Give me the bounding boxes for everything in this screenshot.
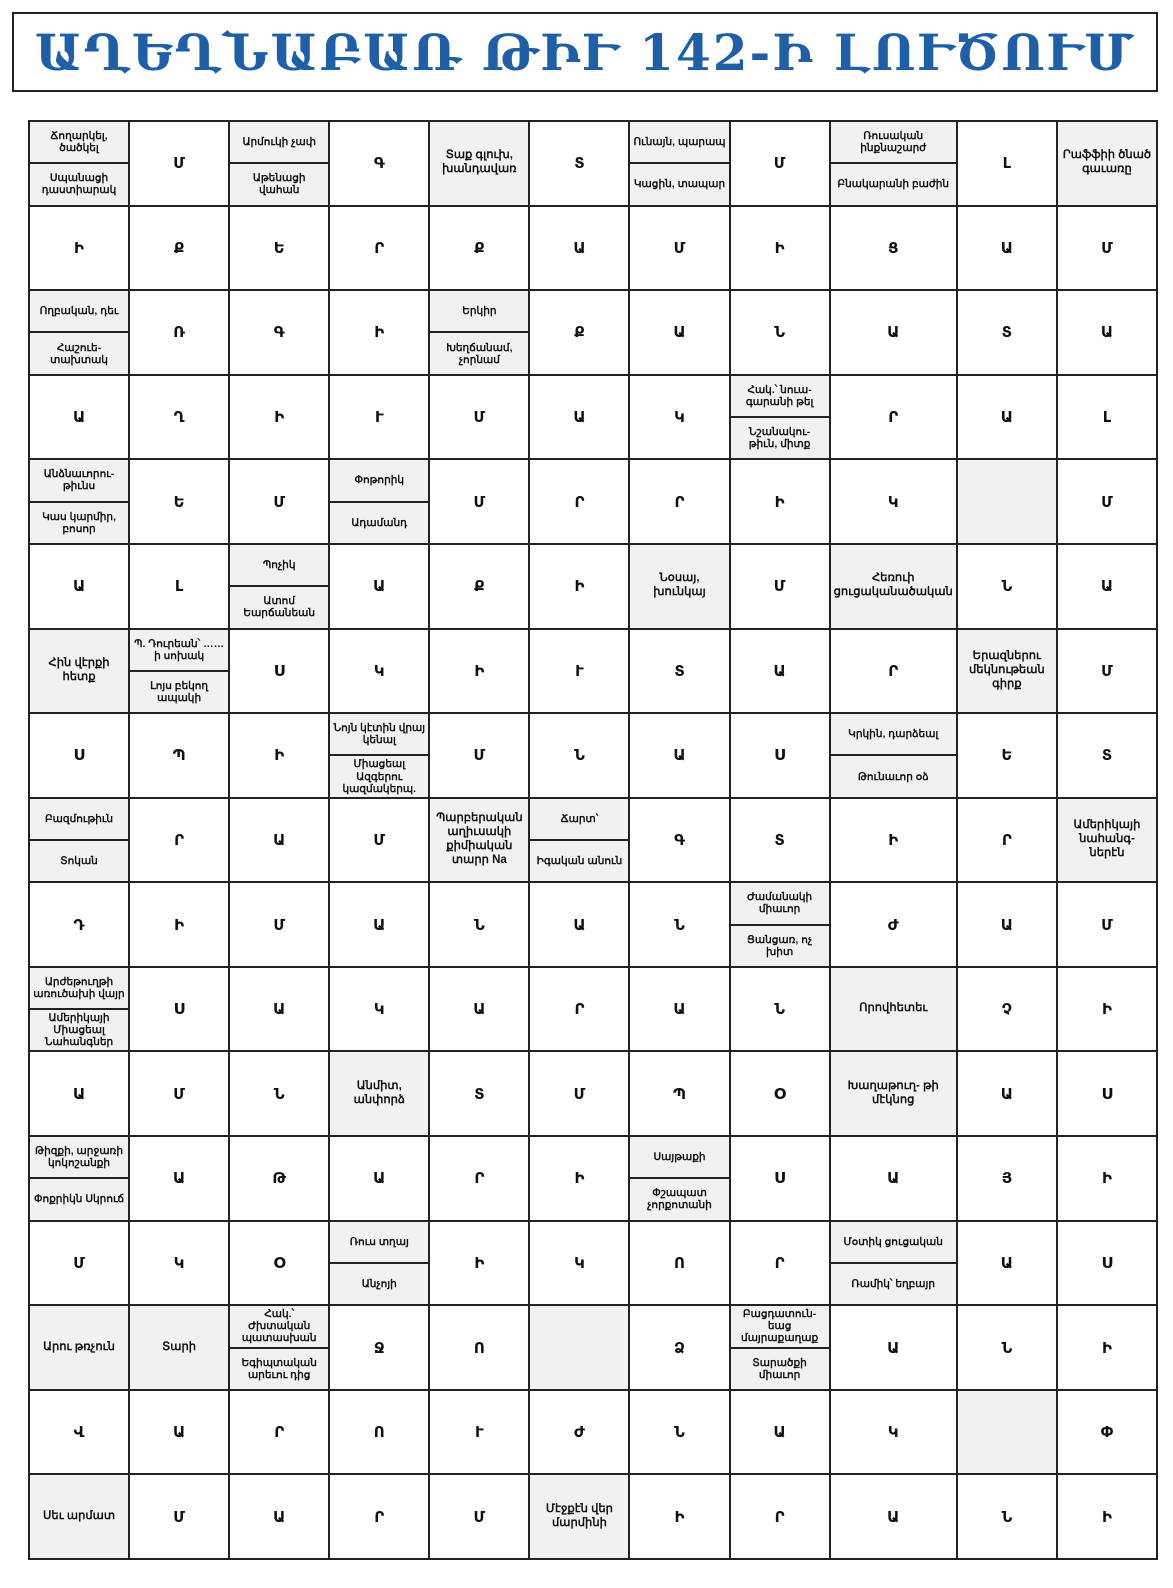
letter-cell[interactable]: Ն (230, 1052, 330, 1137)
clue-text: Ճողարկել, ծածկել (50, 130, 108, 155)
clue-text: Տոկան (30, 839, 128, 881)
letter-cell[interactable]: Ա (230, 968, 330, 1053)
clue-text: Կացին, տապար (630, 162, 728, 204)
letter-cell[interactable]: Ն (731, 291, 831, 376)
letter-cell[interactable]: Կ (130, 1222, 230, 1307)
letter-cell[interactable]: Ս (30, 714, 130, 799)
letter-cell[interactable]: Տ (958, 291, 1058, 376)
letter-cell[interactable]: Ա (130, 1137, 230, 1222)
letter-cell[interactable]: Գ (230, 291, 330, 376)
letter-cell[interactable]: Ր (430, 1137, 530, 1222)
letter-cell[interactable]: Լ (1058, 376, 1158, 461)
clue-text: Հակ.՝ Ժխտական պատասխան (241, 1308, 317, 1345)
split-clue-cell (731, 376, 831, 461)
letter-cell[interactable]: Լ (958, 122, 1058, 207)
letter-cell[interactable]: Մ (530, 1052, 630, 1137)
letter-cell[interactable]: Ի (430, 1222, 530, 1307)
split-clue-cell (330, 714, 430, 799)
letter-cell[interactable]: Մ (1058, 883, 1158, 968)
clue-text: Միացեալ Ազգերու կազմակերպ. (330, 754, 428, 796)
clue-text: Ժամանակի միաւոր (746, 891, 813, 916)
letter-cell[interactable]: Մ (430, 376, 530, 461)
letter-cell[interactable]: Ի (1058, 1137, 1158, 1222)
letter-cell[interactable]: Ա (630, 291, 730, 376)
letter-cell[interactable]: Պ (630, 1052, 730, 1137)
split-clue-cell (30, 799, 130, 884)
letter-cell[interactable]: Ա (230, 799, 330, 884)
letter-cell[interactable]: Գ (330, 122, 430, 207)
letter-cell[interactable]: Ս (1058, 1222, 1158, 1307)
split-clue-cell (330, 1222, 430, 1307)
clue-text: Բացդատուն- եաց մայրաքաղաք (741, 1308, 819, 1345)
clue-text: Բազմութիւն (45, 812, 114, 825)
clue-text: Նշանակու- թիւն, միտք (731, 416, 829, 458)
letter-cell[interactable]: Չ (958, 968, 1058, 1053)
split-clue-cell (831, 1222, 958, 1307)
letter-cell[interactable]: Ր (130, 799, 230, 884)
clue-text: Կաս կարմիր, բոսոր (30, 501, 128, 543)
letter-cell[interactable]: Ր (330, 207, 430, 292)
split-clue-cell (330, 460, 430, 545)
blocked-cell (958, 460, 1058, 545)
split-clue-cell (731, 883, 831, 968)
letter-cell[interactable]: Տ (430, 1052, 530, 1137)
letter-cell[interactable]: Մ (430, 714, 530, 799)
letter-cell[interactable]: Ք (430, 207, 530, 292)
letter-cell[interactable]: Ի (731, 460, 831, 545)
clue-text: Թունաւոր օձ (831, 754, 956, 796)
letter-cell[interactable]: Ա (30, 1052, 130, 1137)
clue-text: Արմուկի չափ (242, 136, 316, 149)
clue-cell: Երազներու մեկնութեան գիրք (958, 630, 1058, 715)
clue-text: Պ. Դուրեան՝ ……ի սոխակ (134, 637, 225, 662)
clue-text: Անչոյի (330, 1262, 428, 1304)
letter-cell[interactable]: Ա (958, 376, 1058, 461)
letter-cell[interactable]: Ղ (130, 376, 230, 461)
clue-text: Պոչիկ (262, 559, 296, 572)
split-clue-cell (530, 799, 630, 884)
split-clue-cell (731, 1306, 831, 1391)
letter-cell[interactable]: Ն (430, 883, 530, 968)
letter-cell[interactable]: Օ (731, 1052, 831, 1137)
letter-cell[interactable]: Ա (530, 883, 630, 968)
letter-cell[interactable]: Ի (530, 1137, 630, 1222)
split-clue-cell (430, 291, 530, 376)
clue-cell: Անմիտ, անփորձ (330, 1052, 430, 1137)
letter-cell[interactable]: Ա (230, 1475, 330, 1560)
letter-cell[interactable]: Տ (530, 122, 630, 207)
letter-cell[interactable]: Ա (530, 207, 630, 292)
letter-cell[interactable]: Ա (831, 1306, 958, 1391)
letter-cell[interactable]: Ր (958, 799, 1058, 884)
letter-cell[interactable]: Ի (230, 714, 330, 799)
clue-text: Ցանցառ, ոչ խիտ (731, 924, 829, 966)
letter-cell[interactable]: Ի (831, 799, 958, 884)
letter-cell[interactable]: Ի (1058, 1475, 1158, 1560)
letter-cell[interactable]: Ի (30, 207, 130, 292)
blocked-cell (530, 1306, 630, 1391)
letter-cell[interactable]: Մ (130, 1475, 230, 1560)
split-clue-cell (831, 714, 958, 799)
clue-cell: Մէջքէն վեր մարմինի (530, 1475, 630, 1560)
letter-cell[interactable]: Ա (731, 1391, 831, 1476)
clue-text: Ադամանդ (330, 501, 428, 543)
letter-cell[interactable]: Ժ (530, 1391, 630, 1476)
letter-cell[interactable]: Ա (530, 376, 630, 461)
clue-text: Արժեթուղթի առուծախի վայր (33, 975, 125, 1001)
letter-cell[interactable]: Ա (330, 883, 430, 968)
clue-text: Փոթորիկ (354, 474, 405, 487)
letter-cell[interactable]: Ն (958, 1475, 1058, 1560)
letter-cell[interactable]: Ր (330, 1475, 430, 1560)
clue-cell: Խաղաթուղ- թի մէկնոց (831, 1052, 958, 1137)
page-title: ԱՂԵՂՆԱԲԱՌ ԹԻՒ 142-Ի ԼՈՒԾՈՒՄ (34, 22, 1136, 82)
letter-cell[interactable]: Մ (230, 460, 330, 545)
clue-text: Խեղճանամ, չորնամ (430, 331, 528, 373)
letter-cell[interactable]: Ր (530, 460, 630, 545)
letter-cell[interactable]: Ն (530, 714, 630, 799)
letter-cell[interactable]: Ա (30, 376, 130, 461)
letter-cell[interactable]: Ո (330, 1391, 430, 1476)
letter-cell[interactable]: Ւ (530, 630, 630, 715)
letter-cell[interactable]: Ի (1058, 1306, 1158, 1391)
clue-text: Սպանացի դաստիարակ (30, 162, 128, 204)
clue-cell: Տարի (130, 1306, 230, 1391)
letter-cell[interactable]: Ա (958, 1222, 1058, 1307)
letter-cell[interactable]: Ն (731, 968, 831, 1053)
letter-cell[interactable]: Գ (630, 799, 730, 884)
letter-cell[interactable]: Ք (530, 291, 630, 376)
letter-cell[interactable]: Օ (230, 1222, 330, 1307)
clue-cell: Րաֆֆիի ծնած գաւառը (1058, 122, 1158, 207)
clue-text: Փշապատ չորքոտանի (630, 1177, 728, 1219)
blocked-cell (958, 1391, 1058, 1476)
letter-cell[interactable]: Ա (958, 1052, 1058, 1137)
letter-cell[interactable]: Ո (630, 1222, 730, 1307)
clue-text: Աթենացի վահան (230, 162, 328, 204)
split-clue-cell (30, 460, 130, 545)
letter-cell[interactable]: Ե (130, 460, 230, 545)
letter-cell[interactable]: Ի (731, 207, 831, 292)
crossword-grid (28, 120, 1158, 1560)
letter-cell[interactable]: Ա (958, 883, 1058, 968)
clue-text: Հաշուե- տախտակ (30, 331, 128, 373)
letter-cell[interactable]: Ա (1058, 291, 1158, 376)
clue-cell: Տաք գլուխ, խանդավառ (430, 122, 530, 207)
letter-cell[interactable]: Ր (530, 968, 630, 1053)
letter-cell[interactable]: Ս (230, 630, 330, 715)
letter-cell[interactable]: Կ (530, 1222, 630, 1307)
letter-cell[interactable]: Մ (130, 1052, 230, 1137)
split-clue-cell (30, 968, 130, 1053)
letter-cell[interactable]: Ր (831, 376, 958, 461)
clue-text: Կրկին, դարձեալ (848, 728, 939, 741)
letter-cell[interactable]: Վ (30, 1391, 130, 1476)
letter-cell[interactable]: Ն (958, 545, 1058, 630)
letter-cell[interactable]: Կ (831, 1391, 958, 1476)
letter-cell[interactable]: Թ (230, 1137, 330, 1222)
letter-cell[interactable]: Ք (130, 207, 230, 292)
letter-cell[interactable]: Փ (1058, 1391, 1158, 1476)
letter-cell[interactable]: Մ (30, 1222, 130, 1307)
letter-cell[interactable]: Մ (330, 799, 430, 884)
letter-cell[interactable]: Ւ (430, 1391, 530, 1476)
letter-cell[interactable]: Ժ (831, 883, 958, 968)
letter-cell[interactable]: Մ (630, 207, 730, 292)
letter-cell[interactable]: Պ (130, 714, 230, 799)
letter-cell[interactable]: Ա (731, 630, 831, 715)
split-clue-cell (30, 1137, 130, 1222)
letter-cell[interactable]: Լ (130, 545, 230, 630)
letter-cell[interactable]: Տ (630, 630, 730, 715)
letter-cell[interactable]: Մ (1058, 630, 1158, 715)
split-clue-cell (230, 1306, 330, 1391)
split-clue-cell (831, 122, 958, 207)
clue-cell: Ամերիկայի նահանգ- ներէն (1058, 799, 1158, 884)
letter-cell[interactable]: Ի (330, 291, 430, 376)
clue-text: Ճարտ՝ (560, 812, 599, 825)
clue-text: Ողբական, դեւ (39, 305, 119, 318)
split-clue-cell (230, 122, 330, 207)
clue-text: Ամերիկայի Միացեալ Նահանգներ (30, 1008, 128, 1050)
clue-cell: Սեւ արմատ (30, 1475, 130, 1560)
clue-text: Երկիր (462, 305, 497, 318)
letter-cell[interactable]: Ե (230, 207, 330, 292)
letter-cell[interactable]: Ա (831, 1475, 958, 1560)
letter-cell[interactable]: Ց (831, 207, 958, 292)
letter-cell[interactable]: Ի (430, 630, 530, 715)
clue-cell: Արու թռչուն (30, 1306, 130, 1391)
letter-cell[interactable]: Ո (430, 1306, 530, 1391)
letter-cell[interactable]: Մ (1058, 460, 1158, 545)
letter-cell[interactable]: Ր (630, 460, 730, 545)
letter-cell[interactable]: Ա (130, 1391, 230, 1476)
letter-cell[interactable]: Ա (630, 968, 730, 1053)
clue-text: Փոքրիկն Սկրուճ (30, 1177, 128, 1219)
letter-cell[interactable]: Ռ (130, 291, 230, 376)
letter-cell[interactable]: Ն (630, 883, 730, 968)
clue-text: Ռուս տղայ (349, 1235, 409, 1248)
clue-text: Եգիպտական արեւու դից (230, 1347, 328, 1389)
letter-cell[interactable]: Տ (731, 799, 831, 884)
letter-cell[interactable]: Կ (330, 630, 430, 715)
letter-cell[interactable]: Կ (630, 376, 730, 461)
split-clue-cell (130, 630, 230, 715)
letter-cell[interactable]: Ա (330, 1137, 430, 1222)
letter-cell[interactable]: Ր (731, 1475, 831, 1560)
letter-cell[interactable]: Կ (330, 968, 430, 1053)
letter-cell[interactable]: Ա (330, 545, 430, 630)
title-box (12, 12, 1158, 92)
clue-text: Տարածքի միաւոր (731, 1347, 829, 1389)
letter-cell[interactable]: Մ (731, 122, 831, 207)
letter-cell[interactable]: Ա (831, 291, 958, 376)
clue-text: Ունայն, պարապ (633, 136, 726, 149)
split-clue-cell (30, 291, 130, 376)
clue-text: Ռուսական ինքնաշարժ (860, 130, 927, 155)
split-clue-cell (630, 122, 730, 207)
letter-cell[interactable]: Ի (630, 1475, 730, 1560)
split-clue-cell (30, 122, 130, 207)
letter-cell[interactable]: Ի (1058, 968, 1158, 1053)
letter-cell[interactable]: Մ (430, 460, 530, 545)
clue-text: Ատոմ Եարճանեան (230, 585, 328, 627)
clue-text: Թիզքի, արջառի կոկոշանքի (35, 1145, 124, 1170)
letter-cell[interactable]: Ք (430, 545, 530, 630)
letter-cell[interactable]: Ն (958, 1306, 1058, 1391)
clue-cell: Նօսայ, խունկայ (630, 545, 730, 630)
letter-cell[interactable]: Ա (30, 545, 130, 630)
letter-cell[interactable]: Ւ (330, 376, 430, 461)
letter-cell[interactable]: Կ (831, 460, 958, 545)
letter-cell[interactable]: Ն (630, 1391, 730, 1476)
clue-text: Հակ.՝ նուա- գարանի թել (745, 383, 814, 408)
letter-cell[interactable]: Մ (731, 545, 831, 630)
letter-cell[interactable]: Յ (958, 1137, 1058, 1222)
clue-text: Մօտիկ ցուցական (843, 1235, 943, 1248)
letter-cell[interactable]: Մ (130, 122, 230, 207)
letter-cell[interactable]: Ա (1058, 545, 1158, 630)
letter-cell[interactable]: Ա (831, 1137, 958, 1222)
clue-cell: Պարբերական աղիւսակի քիմիական տարր Na (430, 799, 530, 884)
letter-cell[interactable]: Ձ (630, 1306, 730, 1391)
clue-cell: Հեռուի ցուցականածական (831, 545, 958, 630)
letter-cell[interactable]: Դ (30, 883, 130, 968)
letter-cell[interactable]: Ս (1058, 1052, 1158, 1137)
clue-text: Իգական անուն (530, 839, 628, 881)
clue-text: Ռամիկ՝ եղբայր (831, 1262, 956, 1304)
split-clue-cell (630, 1137, 730, 1222)
letter-cell[interactable]: Ի (530, 545, 630, 630)
clue-text: Անձնաւորու- թիւնս (43, 468, 115, 493)
split-clue-cell (230, 545, 330, 630)
letter-cell[interactable]: Ի (130, 883, 230, 968)
clue-text: Սայթաքի (653, 1151, 706, 1164)
letter-cell[interactable]: Մ (430, 1475, 530, 1560)
letter-cell[interactable]: Տ (1058, 714, 1158, 799)
letter-cell[interactable]: Ա (630, 714, 730, 799)
letter-cell[interactable]: Մ (230, 883, 330, 968)
clue-text: Բնակարանի բաժին (831, 162, 956, 204)
clue-text: Նոյն կէտին վրայ կենալ (333, 722, 426, 747)
letter-cell[interactable]: Ր (731, 1222, 831, 1307)
letter-cell[interactable]: Ս (130, 968, 230, 1053)
clue-text: Լոյս բեկող ապակի (130, 670, 228, 712)
letter-cell[interactable]: Ր (230, 1391, 330, 1476)
letter-cell[interactable]: Ս (731, 1137, 831, 1222)
letter-cell[interactable]: Ա (430, 968, 530, 1053)
letter-cell[interactable]: Մ (1058, 207, 1158, 292)
letter-cell[interactable]: Ր (831, 630, 958, 715)
letter-cell[interactable]: Ս (731, 714, 831, 799)
letter-cell[interactable]: Ե (958, 714, 1058, 799)
letter-cell[interactable]: Ա (958, 207, 1058, 292)
letter-cell[interactable]: Ջ (330, 1306, 430, 1391)
clue-cell: Որովհետեւ (831, 968, 958, 1053)
letter-cell[interactable]: Ի (230, 376, 330, 461)
clue-cell: Հին վէրքի հետք (30, 630, 130, 715)
